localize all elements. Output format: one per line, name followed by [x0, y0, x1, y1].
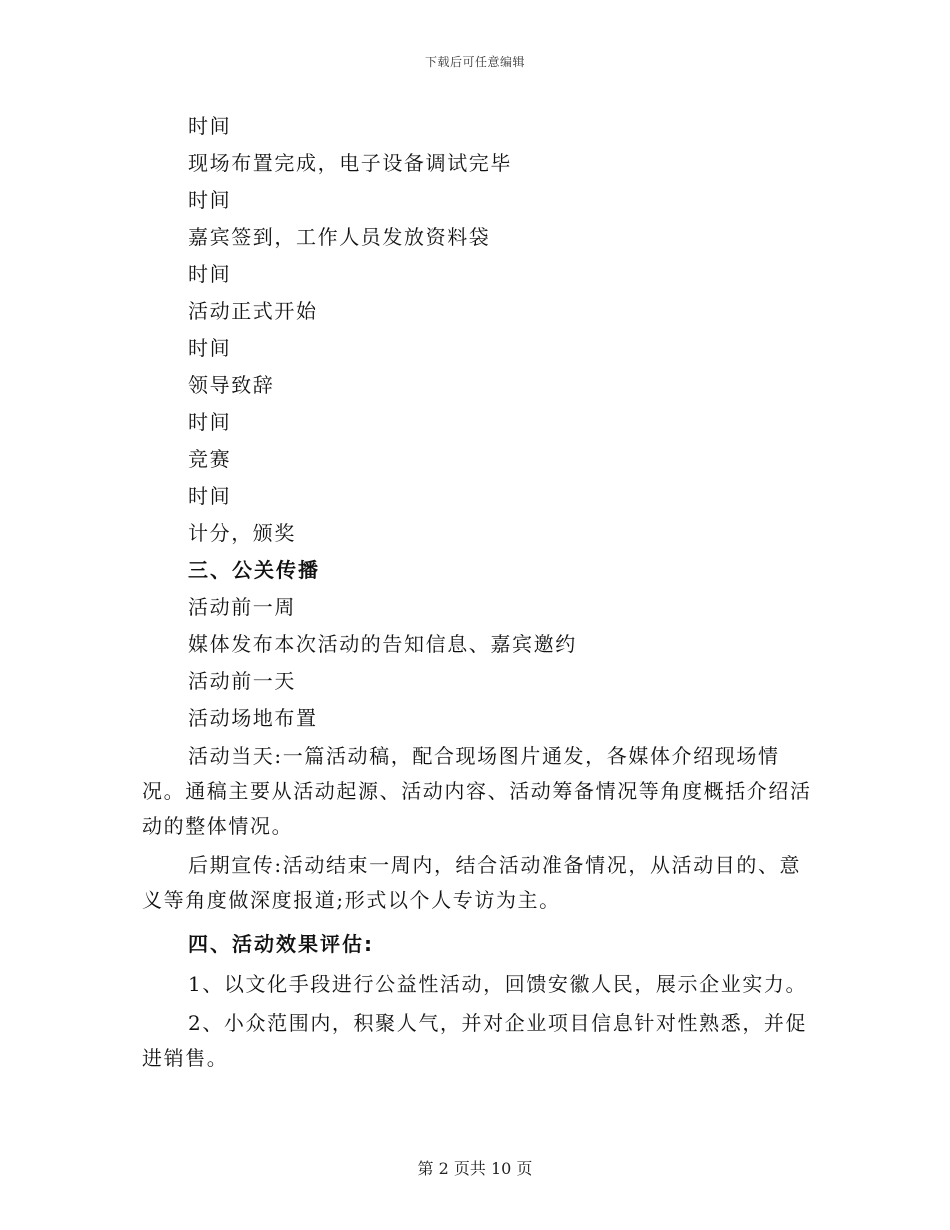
evaluation-item-1: 1、以文化手段进行公益性活动，回馈安徽人民，展示企业实力。	[188, 972, 808, 996]
section-heading-pr: 三、公关传播	[188, 558, 320, 582]
pr-line: 活动前一天	[188, 669, 296, 693]
evaluation-item-2: 2、小众范围内，积聚人气，并对企业项目信息针对性熟悉，并促进销售。	[142, 1011, 808, 1070]
paragraph-event-day: 活动当天:一篇活动稿，配合现场图片通发，各媒体介绍现场情况。通稿主要从活动起源、活动内容、活动筹备情况等角度概括介绍活动的整体情况。	[142, 744, 812, 838]
schedule-item: 竞赛	[188, 447, 232, 471]
document-body	[142, 108, 822, 1076]
schedule-time-label: 时间	[188, 410, 232, 434]
section-heading-evaluation: 四、活动效果评估:	[188, 932, 374, 956]
schedule-time-label: 时间	[188, 262, 232, 286]
page-header: 下载后可任意编辑	[424, 55, 525, 69]
schedule-time-label: 时间	[188, 336, 232, 360]
schedule-item: 现场布置完成，电子设备调试完毕	[188, 151, 512, 175]
paragraph-post-promotion: 后期宣传:活动结束一周内，结合活动准备情况，从活动目的、意义等角度做深度报道;形式以个人专访为主。	[142, 853, 802, 912]
schedule-time-label: 时间	[188, 114, 232, 138]
pr-line: 活动场地布置	[188, 706, 318, 730]
page-footer: 第 2 页共 10 页	[417, 1159, 533, 1178]
schedule-item: 领导致辞	[188, 373, 275, 397]
pr-line: 媒体发布本次活动的告知信息、嘉宾邀约	[188, 632, 577, 656]
pr-line: 活动前一周	[188, 595, 296, 619]
schedule-time-label: 时间	[188, 484, 232, 508]
schedule-item: 计分，颁奖	[188, 521, 296, 545]
schedule-item: 活动正式开始	[188, 299, 318, 323]
schedule-item: 嘉宾签到，工作人员发放资料袋	[188, 225, 491, 249]
schedule-time-label: 时间	[188, 188, 232, 212]
